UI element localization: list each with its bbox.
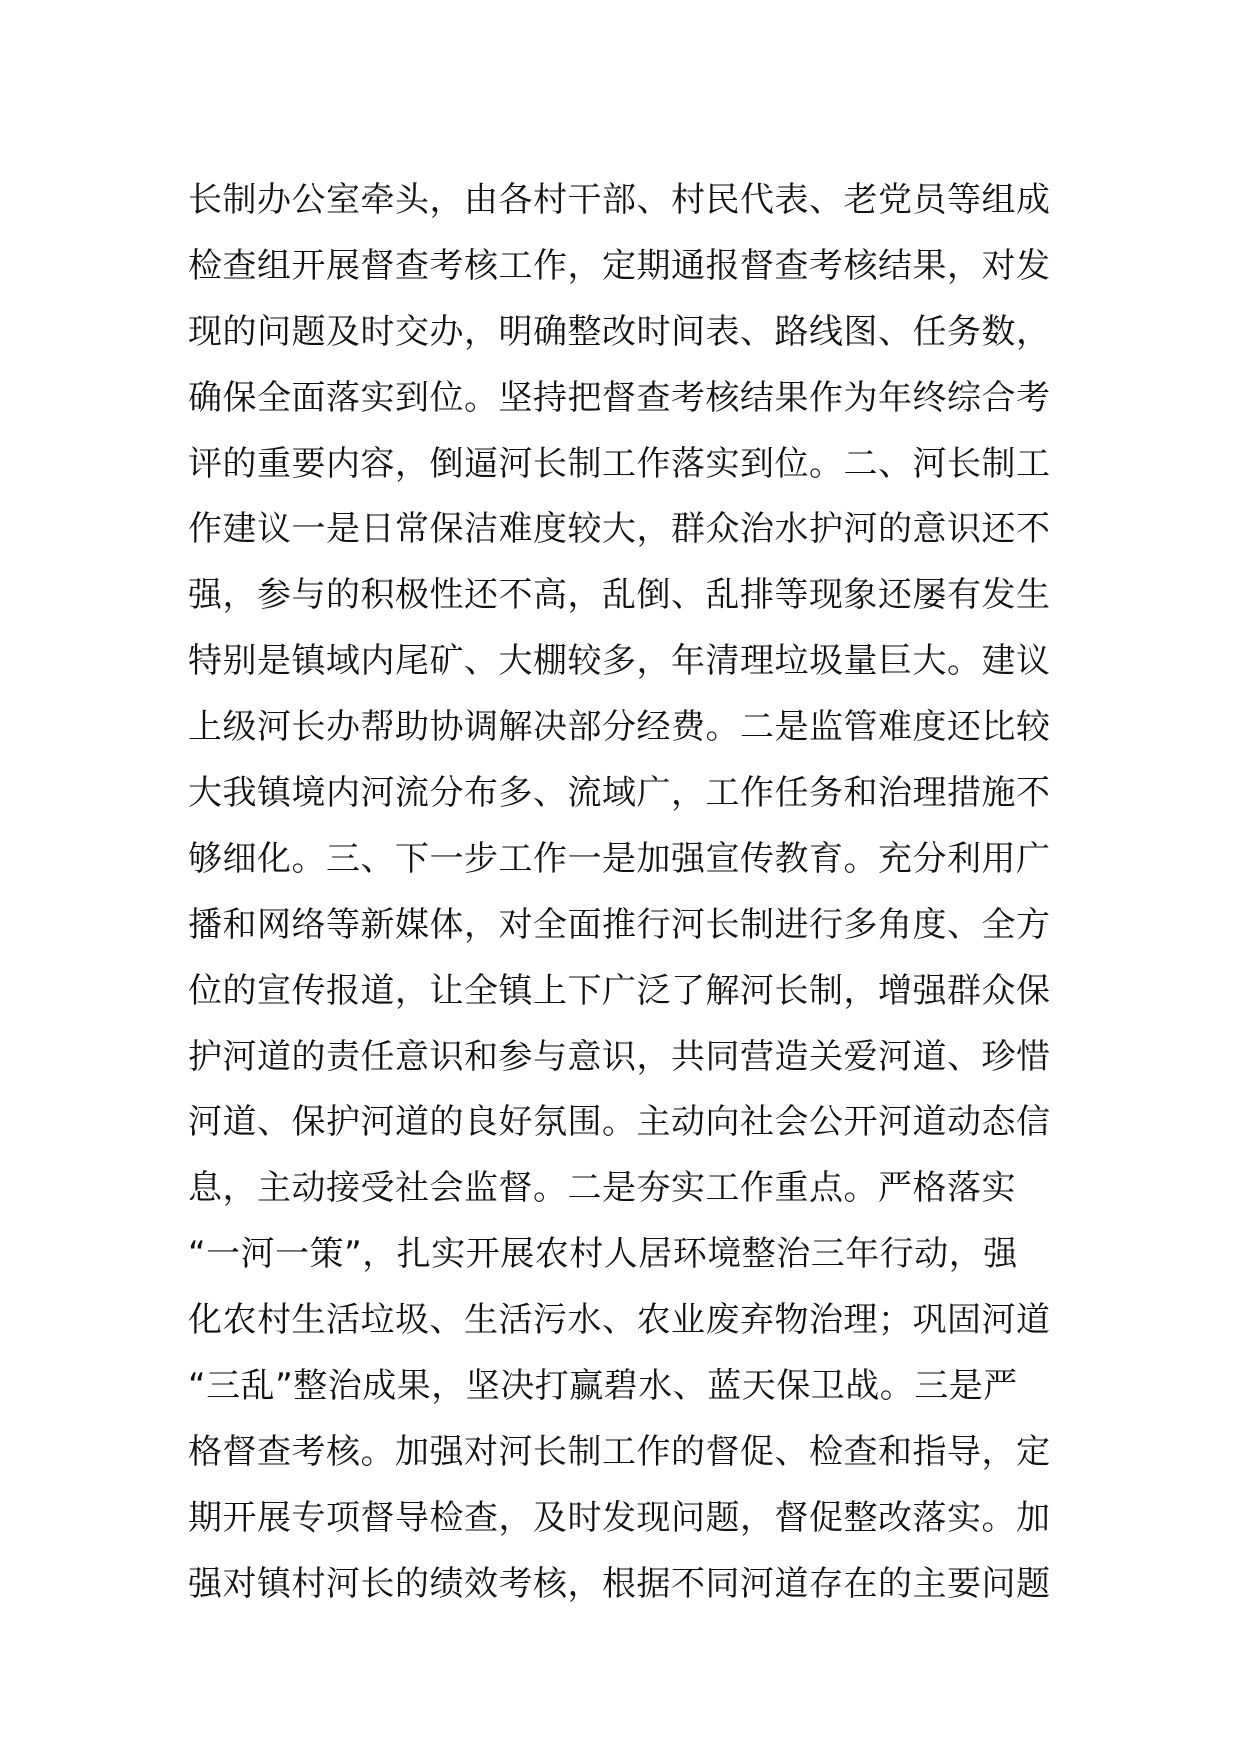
text-line: 现的问题及时交办，明确整改时间表、路线图、任务数，	[188, 311, 1051, 352]
text-line: 播和网络等新媒体，对全面推行河长制进行多角度、全方	[188, 904, 1051, 945]
body-text	[188, 168, 1068, 1618]
text-line: 作建议一是日常保洁难度较大，群众治水护河的意识还不	[188, 509, 1051, 550]
text-line: “三乱”整治成果，坚决打赢碧水、蓝天保卫战。三是严	[188, 1366, 1018, 1407]
text-line: 格督查考核。加强对河长制工作的督促、检查和指导，定	[188, 1431, 1051, 1472]
text-line: 强，参与的积极性还不高，乱倒、乱排等现象还屡有发生	[188, 575, 1051, 616]
text-line: 大我镇境内河流分布多、流域广，工作任务和治理措施不	[188, 773, 1051, 814]
text-line: 检查组开展督查考核工作，定期通报督查考核结果，对发	[188, 245, 1051, 286]
text-line: 护河道的责任意识和参与意识，共同营造关爱河道、珍惜	[188, 1036, 1051, 1077]
text-line: 息，主动接受社会监督。二是夯实工作重点。严格落实	[188, 1168, 1016, 1209]
text-line: 评的重要内容，倒逼河长制工作落实到位。二、河长制工	[188, 443, 1051, 484]
text-line: 长制办公室牵头，由各村干部、村民代表、老党员等组成	[188, 180, 1051, 220]
text-line: 期开展专项督导检查，及时发现问题，督促整改落实。加	[188, 1497, 1051, 1538]
text-line: 确保全面落实到位。坚持把督查考核结果作为年终综合考	[188, 377, 1051, 418]
text-line: 上级河长办帮助协调解决部分经费。二是监管难度还比较	[188, 707, 1051, 748]
text-line: 够细化。三、下一步工作一是加强宣传教育。充分利用广	[188, 838, 1051, 879]
text-line: 化农村生活垃圾、生活污水、农业废弃物治理；巩固河道	[188, 1300, 1051, 1341]
text-line: 位的宣传报道，让全镇上下广泛了解河长制，增强群众保	[188, 970, 1051, 1011]
text-line: “一河一策”，扎实开展农村人居环境整治三年行动，强	[188, 1234, 1018, 1275]
text-line: 强对镇村河长的绩效考核，根据不同河道存在的主要问题	[188, 1563, 1051, 1604]
text-line: 河道、保护河道的良好氛围。主动向社会公开河道动态信	[188, 1102, 1051, 1143]
text-line: 特别是镇域内尾矿、大棚较多，年清理垃圾量巨大。建议	[188, 641, 1051, 682]
